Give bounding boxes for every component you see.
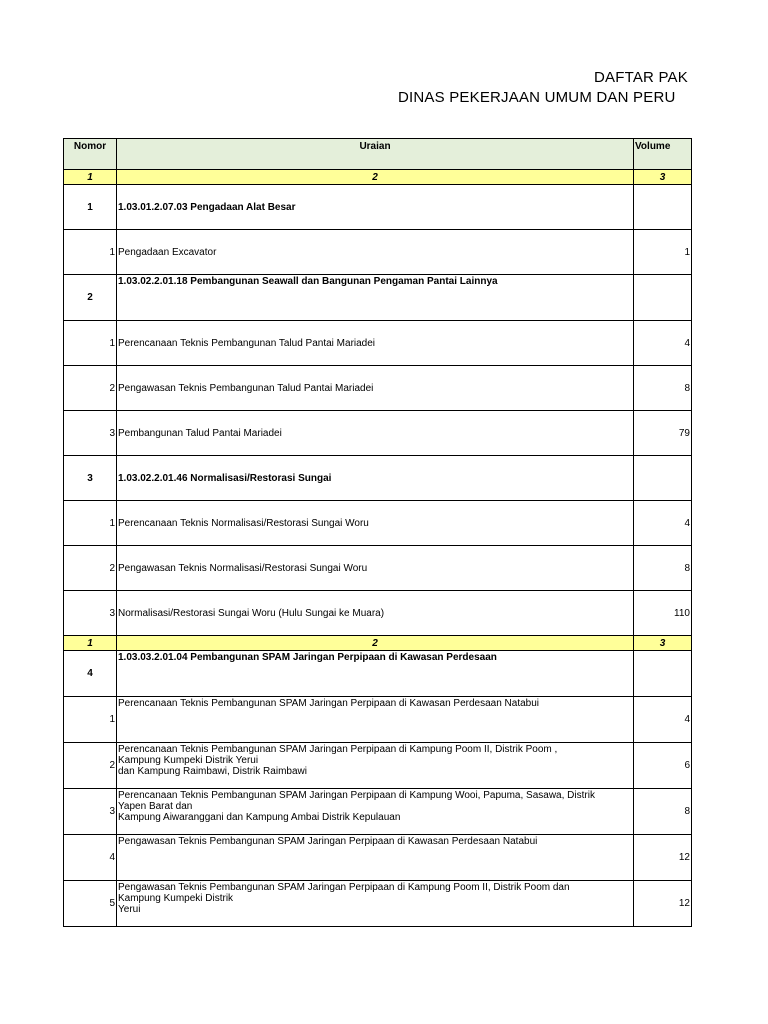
document-title: DAFTAR PAK — [594, 69, 688, 86]
column-number: 2 — [117, 636, 634, 651]
table-row — [64, 546, 692, 591]
volume-cell — [634, 275, 692, 321]
column-number-row — [64, 170, 692, 185]
item-number: 1 — [64, 697, 117, 743]
volume-cell — [634, 456, 692, 501]
volume-cell: 110 — [634, 591, 692, 636]
item-number: 5 — [64, 881, 117, 927]
item-number: 4 — [64, 835, 117, 881]
table-row — [64, 230, 692, 275]
item-number: 1 — [64, 501, 117, 546]
item-number: 3 — [64, 789, 117, 835]
table-row-group — [64, 185, 692, 230]
group-title: 1.03.01.2.07.03 Pengadaan Alat Besar — [117, 185, 634, 230]
item-description-line: Yerui — [118, 904, 141, 915]
col-header-uraian: Uraian — [117, 139, 634, 170]
table-row — [64, 366, 692, 411]
table-row — [64, 697, 692, 743]
col-header-nomor: Nomor — [64, 139, 117, 170]
table-row — [64, 591, 692, 636]
table-row-group — [64, 651, 692, 697]
volume-cell: 8 — [634, 366, 692, 411]
group-title: 1.03.03.2.01.04 Pembangunan SPAM Jaringan Perpipaan di Kawasan Perdesaan — [117, 651, 634, 697]
table-row — [64, 881, 692, 927]
item-description: Pengawasan Teknis Normalisasi/Restorasi Sungai Woru — [117, 546, 634, 591]
column-number: 3 — [634, 170, 692, 185]
table-row — [64, 789, 692, 835]
table-row — [64, 321, 692, 366]
document-subtitle: DINAS PEKERJAAN UMUM DAN PERU — [398, 89, 676, 106]
item-description-line: Kampung Kumpeki Distrik — [118, 893, 234, 904]
item-description: Pengawasan Teknis Pembangunan SPAM Jaringan Perpipaan di Kawasan Perdesaan Natabui — [117, 835, 634, 881]
item-description-line: Perencanaan Teknis Pembangunan SPAM Jaringan Perpipaan di Kampung Wooi, Papuma, Sasawa, Distrik — [118, 790, 595, 801]
item-description-line: Kampung Kumpeki Distrik Yerui — [118, 755, 259, 766]
item-number: 2 — [64, 546, 117, 591]
item-description-line: Perencanaan Teknis Pembangunan SPAM Jaringan Perpipaan di Kampung Poom II, Distrik Poom , — [118, 744, 558, 755]
group-number: 2 — [64, 275, 117, 321]
table-row-group — [64, 456, 692, 501]
item-number: 2 — [64, 743, 117, 789]
group-number: 4 — [64, 651, 117, 697]
volume-cell: 8 — [634, 789, 692, 835]
item-description: Perencanaan Teknis Pembangunan SPAM Jaringan Perpipaan di Kawasan Perdesaan Natabui — [117, 697, 634, 743]
item-description: Perencanaan Teknis Normalisasi/Restorasi Sungai Woru — [117, 501, 634, 546]
column-number: 2 — [117, 170, 634, 185]
item-description: Perencanaan Teknis Pembangunan Talud Pantai Mariadei — [117, 321, 634, 366]
group-number: 3 — [64, 456, 117, 501]
table-header-row — [64, 139, 692, 170]
group-number: 1 — [64, 185, 117, 230]
item-number: 1 — [64, 230, 117, 275]
table-row — [64, 501, 692, 546]
item-number: 1 — [64, 321, 117, 366]
volume-cell: 4 — [634, 501, 692, 546]
volume-cell: 12 — [634, 881, 692, 927]
item-number: 3 — [64, 411, 117, 456]
item-description — [117, 881, 634, 927]
volume-cell — [634, 185, 692, 230]
column-number: 1 — [64, 170, 117, 185]
item-number: 2 — [64, 366, 117, 411]
volume-cell: 4 — [634, 697, 692, 743]
column-number: 1 — [64, 636, 117, 651]
volume-cell: 4 — [634, 321, 692, 366]
volume-cell: 8 — [634, 546, 692, 591]
item-description: Normalisasi/Restorasi Sungai Woru (Hulu Sungai ke Muara) — [117, 591, 634, 636]
item-description: Pembangunan Talud Pantai Mariadei — [117, 411, 634, 456]
item-description — [117, 789, 634, 835]
volume-cell: 79 — [634, 411, 692, 456]
table-row-group — [64, 275, 692, 321]
item-description-line: Pengawasan Teknis Pembangunan SPAM Jaringan Perpipaan di Kampung Poom II, Distrik Poom dan — [118, 882, 570, 893]
col-header-volume: Volume — [634, 139, 692, 170]
group-title: 1.03.02.2.01.18 Pembangunan Seawall dan Bangunan Pengaman Pantai Lainnya — [117, 275, 634, 321]
item-description: Pengadaan Excavator — [117, 230, 634, 275]
volume-cell: 12 — [634, 835, 692, 881]
table-row — [64, 743, 692, 789]
volume-cell: 1 — [634, 230, 692, 275]
item-description — [117, 743, 634, 789]
table-row — [64, 835, 692, 881]
column-number: 3 — [634, 636, 692, 651]
budget-table — [63, 138, 692, 927]
item-description-line: Yapen Barat dan — [118, 801, 193, 812]
table-row — [64, 411, 692, 456]
item-number: 3 — [64, 591, 117, 636]
item-description: Pengawasan Teknis Pembangunan Talud Pantai Mariadei — [117, 366, 634, 411]
item-description-line: dan Kampung Raimbawi, Distrik Raimbawi — [118, 766, 307, 777]
group-title: 1.03.02.2.01.46 Normalisasi/Restorasi Sungai — [117, 456, 634, 501]
column-number-row — [64, 636, 692, 651]
item-description-line: Kampung Aiwaranggani dan Kampung Ambai Distrik Kepulauan — [118, 812, 401, 823]
volume-cell: 6 — [634, 743, 692, 789]
volume-cell — [634, 651, 692, 697]
